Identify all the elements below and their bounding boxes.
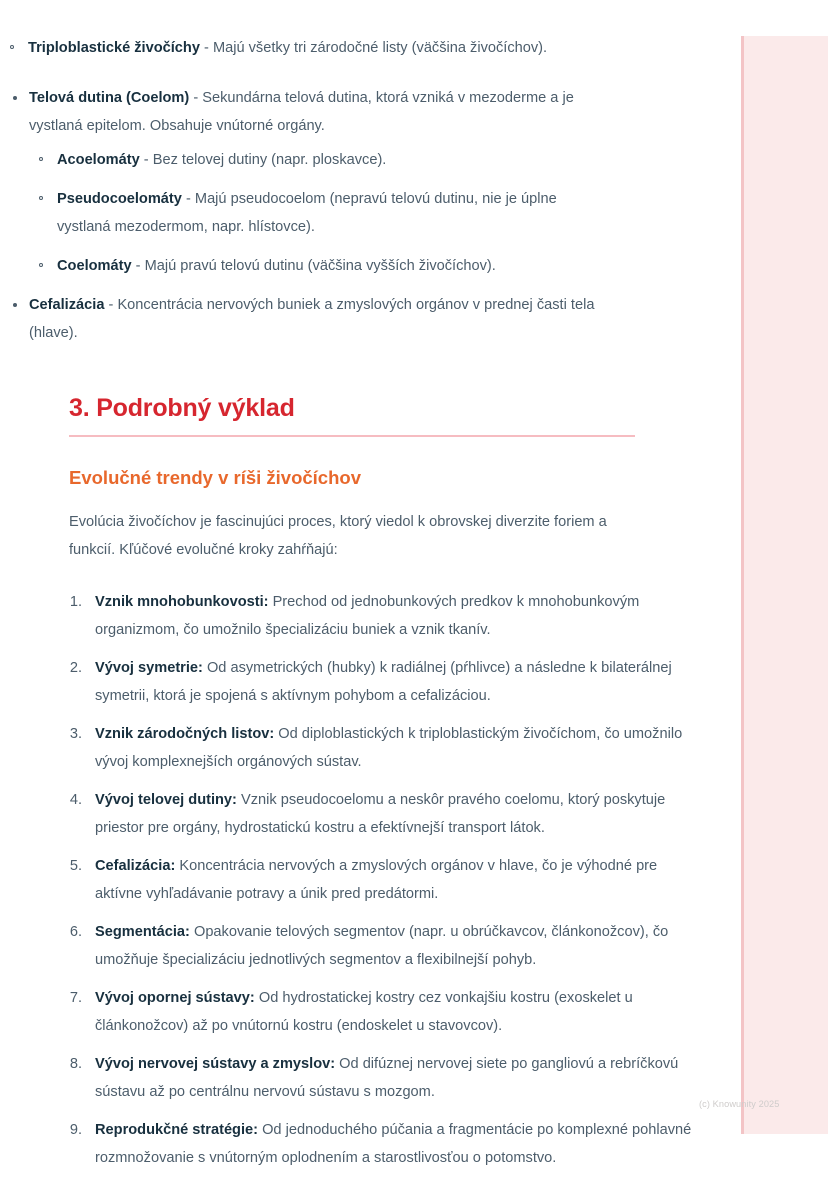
list-item (0, 654, 695, 710)
list-item (29, 146, 595, 174)
list-item-term: Vývoj opornej sústavy: (95, 990, 255, 1007)
list-item (0, 786, 695, 842)
copyright-watermark: (c) Knowunity 2025 (699, 1099, 780, 1109)
list-item-text: Bez telovej dutiny (napr. ploskavce). (152, 152, 387, 168)
list-item-term: Acoelomáty (57, 152, 140, 168)
list-item-term: Vývoj symetrie: (95, 660, 203, 677)
list-item (0, 720, 695, 776)
list-item-term: Cefalizácia: (95, 858, 176, 875)
list-item-text: Koncentrácia nervových a zmyslových orgánov v hlave, čo je výhodné pre aktívne vyhľadávanie potravy a únik pred predátormi. (95, 858, 658, 903)
list-item-number: 4. (69, 792, 82, 809)
concepts-sublist (29, 146, 595, 280)
list-item (29, 252, 595, 280)
list-item-dash: - (135, 258, 141, 274)
list-item-number: 7. (69, 990, 82, 1007)
list-item (0, 588, 695, 644)
list-item-number: 9. (69, 1122, 82, 1139)
list-item-term: Vznik zárodočných listov: (95, 726, 275, 743)
list-item-text: Od diploblastických k triploblastickým živočíchom, čo umožnilo vývoj komplexnejších orgánových sústav. (95, 726, 683, 771)
decorative-side-stripe (741, 36, 828, 1134)
list-item-text: Od asymetrických (hubky) k radiálnej (pŕhlivce) a následne k bilaterálnej symetrii, ktorá je spojená s aktívnym pohybom a cefalizáciou. (95, 660, 672, 705)
continued-sublist (0, 34, 700, 62)
section-heading: 3. Podrobný výklad (69, 394, 295, 422)
section-subheading: Evolučné trendy v ríši živočíchov (69, 467, 361, 488)
list-item-term: Telová dutina (Coelom) (29, 90, 190, 106)
list-item-term: Vývoj nervovej sústavy a zmyslov: (95, 1056, 336, 1073)
list-item-text: Od jednoduchého púčania a fragmentácie po komplexné pohlavné rozmnožovanie s vnútorným oplodnením a starostlivosťou o potomstvo. (95, 1122, 692, 1167)
intro-paragraph: Evolúcia živočíchov je fascinujúci proces, ktorý viedol k obrovskej diverzite foriem a funkcií. Kľúčové evolučné kroky zahŕňajú: (69, 514, 607, 559)
list-item-text: Majú pravú telovú dutinu (väčšina vyšších živočíchov). (144, 258, 496, 274)
list-item-number: 3. (69, 726, 82, 743)
list-item-text: Od hydrostatickej kostry cez vonkajšiu kostru (exoskelet u článkonožcov) až po vnútornú kostru (endoskelet u stavovcov). (95, 990, 633, 1035)
list-item (0, 291, 595, 347)
list-item-dash: - (143, 152, 149, 168)
list-item-number: 1. (69, 594, 82, 611)
list-item-dash: - (193, 90, 199, 106)
list-item-text: Opakovanie telových segmentov (napr. u obrúčkavcov, článkonožcov), čo umožňuje špecializáciu jednotlivých segmentov a flexibilnejší pohyb. (95, 924, 669, 969)
list-item-text: Prechod od jednobunkových predkov k mnohobunkovým organizmom, čo umožnilo špecializáciu buniek a vznik tkanív. (95, 594, 640, 639)
list-item (0, 918, 695, 974)
list-item-dash: - (204, 40, 209, 56)
list-item-number: 5. (69, 858, 82, 875)
list-item-text: Sekundárna telová dutina, ktorá vzniká v mezoderme a je vystlaná epitelom. Obsahuje vnútorné orgány. (29, 90, 574, 134)
list-item-text: Koncentrácia nervových buniek a zmyslových orgánov v prednej časti tela (hlave). (29, 297, 595, 341)
list-item (0, 84, 595, 280)
list-item (0, 1050, 695, 1106)
list-item-term: Cefalizácia (29, 297, 105, 313)
list-item-text: Majú všetky tri zárodočné listy (väčšina živočíchov). (212, 40, 548, 56)
list-item-term: Segmentácia: (95, 924, 190, 941)
list-item-number: 8. (69, 1056, 82, 1073)
list-item-term: Vznik mnohobunkovosti: (95, 594, 269, 611)
list-item-term: Triploblastické živočíchy (28, 40, 200, 56)
list-item-dash: - (108, 297, 114, 313)
list-item-term: Reprodukčné stratégie: (95, 1122, 259, 1139)
list-item-number: 2. (69, 660, 82, 677)
list-item-number: 6. (69, 924, 82, 941)
list-item-term: Pseudocoelomáty (57, 191, 182, 207)
list-item (0, 984, 695, 1040)
list-item-text: Vznik pseudocoelomu a neskôr pravého coelomu, ktorý poskytuje priestor pre orgány, hydrostatickú kostru a efektívnejší transport látok. (95, 792, 666, 837)
list-item (0, 852, 695, 908)
list-item-dash: - (185, 191, 191, 207)
list-item (0, 34, 568, 62)
list-item (29, 185, 595, 241)
list-item-text: Majú pseudocoelom (nepravú telovú dutinu, nie je úplne vystlaná mezodermom, napr. hlístovce). (57, 191, 557, 235)
list-item (0, 1116, 695, 1172)
section-divider (69, 435, 635, 437)
list-item-term: Coelomáty (57, 258, 132, 274)
list-item-text: Od difúznej nervovej siete po gangliovú a rebríčkovú sústavu až po centrálnu nervovú sústavu s mozgom. (95, 1056, 679, 1101)
concepts-list (0, 84, 700, 347)
list-item-term: Vývoj telovej dutiny: (95, 792, 237, 809)
evolution-steps-list (0, 588, 700, 1172)
